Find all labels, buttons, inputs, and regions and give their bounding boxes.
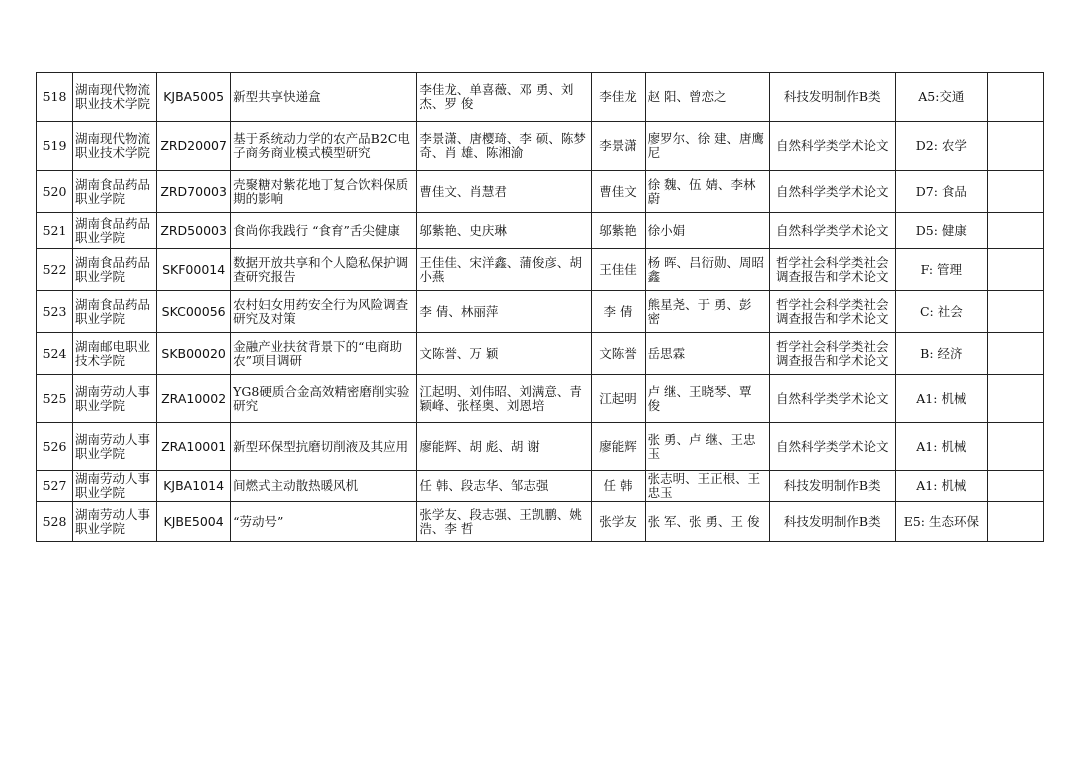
first-author-cell: 邬紫艳	[591, 213, 645, 249]
remark-cell	[987, 213, 1043, 249]
remark-cell	[987, 249, 1043, 291]
category-cell: 自然科学类学术论文	[769, 171, 895, 213]
project-code-cell: ZRD50003	[157, 213, 231, 249]
project-title-cell: “劳动号”	[231, 502, 417, 542]
table-row	[37, 213, 1044, 249]
members-cell: 张学友、段志强、王凯鹏、姚 浩、李 哲	[417, 502, 591, 542]
field-cell: B: 经济	[895, 333, 987, 375]
remark-cell	[987, 291, 1043, 333]
project-title-cell: 间燃式主动散热暖风机	[231, 471, 417, 502]
table-row	[37, 249, 1044, 291]
members-cell: 李 倩、林丽萍	[417, 291, 591, 333]
project-code-cell: SKF00014	[157, 249, 231, 291]
table-body	[37, 73, 1044, 542]
row-number: 526	[37, 423, 73, 471]
members-cell: 王佳佳、宋洋鑫、蒲俊彦、胡小燕	[417, 249, 591, 291]
remark-cell	[987, 73, 1043, 122]
row-number: 527	[37, 471, 73, 502]
field-cell: D2: 农学	[895, 122, 987, 171]
first-author-cell: 李景潇	[591, 122, 645, 171]
category-cell: 科技发明制作B类	[769, 471, 895, 502]
school-cell: 湖南食品药品职业学院	[73, 249, 157, 291]
first-author-cell: 李佳龙	[591, 73, 645, 122]
members-cell: 廖能辉、胡 彪、胡 谢	[417, 423, 591, 471]
field-cell: A1: 机械	[895, 423, 987, 471]
field-cell: D5: 健康	[895, 213, 987, 249]
remark-cell	[987, 333, 1043, 375]
first-author-cell: 张学友	[591, 502, 645, 542]
project-title-cell: 金融产业扶贫背景下的“电商助农”项目调研	[231, 333, 417, 375]
members-cell: 李景潇、唐樱琦、李 硕、陈梦奇、肖 雄、陈湘渝	[417, 122, 591, 171]
project-code-cell: SKB00020	[157, 333, 231, 375]
project-title-cell: 壳聚糖对紫花地丁复合饮料保质期的影响	[231, 171, 417, 213]
project-title-cell: 新型共享快递盒	[231, 73, 417, 122]
school-cell: 湖南劳动人事职业学院	[73, 502, 157, 542]
remark-cell	[987, 171, 1043, 213]
category-cell: 哲学社会科学类社会调查报告和学术论文	[769, 249, 895, 291]
advisors-cell: 熊星尧、于 勇、彭 密	[645, 291, 769, 333]
project-code-cell: ZRD20007	[157, 122, 231, 171]
advisors-cell: 岳思霖	[645, 333, 769, 375]
members-cell: 邬紫艳、史庆琳	[417, 213, 591, 249]
table-row	[37, 423, 1044, 471]
project-code-cell: SKC00056	[157, 291, 231, 333]
first-author-cell: 江起明	[591, 375, 645, 423]
table-row	[37, 73, 1044, 122]
field-cell: E5: 生态环保	[895, 502, 987, 542]
school-cell: 湖南现代物流职业技术学院	[73, 122, 157, 171]
advisors-cell: 徐小娟	[645, 213, 769, 249]
project-code-cell: KJBA1014	[157, 471, 231, 502]
school-cell: 湖南邮电职业技术学院	[73, 333, 157, 375]
project-title-cell: 食尚你我践行 “食育”舌尖健康	[231, 213, 417, 249]
category-cell: 自然科学类学术论文	[769, 375, 895, 423]
project-title-cell: 数据开放共享和个人隐私保护调查研究报告	[231, 249, 417, 291]
advisors-cell: 廖罗尔、徐 建、唐鹰尼	[645, 122, 769, 171]
members-cell: 曹佳文、肖慧君	[417, 171, 591, 213]
field-cell: A5:交通	[895, 73, 987, 122]
category-cell: 科技发明制作B类	[769, 502, 895, 542]
table-row	[37, 291, 1044, 333]
project-code-cell: ZRD70003	[157, 171, 231, 213]
project-code-cell: ZRA10001	[157, 423, 231, 471]
advisors-cell: 徐 魏、伍 婧、李林蔚	[645, 171, 769, 213]
project-code-cell: KJBA5005	[157, 73, 231, 122]
advisors-cell: 卢 继、王晓琴、覃 俊	[645, 375, 769, 423]
category-cell: 哲学社会科学类社会调查报告和学术论文	[769, 291, 895, 333]
advisors-cell: 张 军、张 勇、王 俊	[645, 502, 769, 542]
project-code-cell: ZRA10002	[157, 375, 231, 423]
school-cell: 湖南食品药品职业学院	[73, 291, 157, 333]
remark-cell	[987, 375, 1043, 423]
school-cell: 湖南劳动人事职业学院	[73, 423, 157, 471]
table-row	[37, 333, 1044, 375]
field-cell: F: 管理	[895, 249, 987, 291]
members-cell: 江起明、刘伟昭、刘满意、青颖峰、张柽奥、刘恩培	[417, 375, 591, 423]
remark-cell	[987, 471, 1043, 502]
row-number: 518	[37, 73, 73, 122]
first-author-cell: 文陈誉	[591, 333, 645, 375]
remark-cell	[987, 122, 1043, 171]
remark-cell	[987, 423, 1043, 471]
project-table	[36, 72, 1044, 542]
school-cell: 湖南食品药品职业学院	[73, 213, 157, 249]
school-cell: 湖南食品药品职业学院	[73, 171, 157, 213]
remark-cell	[987, 502, 1043, 542]
advisors-cell: 赵 阳、曾恋之	[645, 73, 769, 122]
field-cell: D7: 食品	[895, 171, 987, 213]
project-code-cell: KJBE5004	[157, 502, 231, 542]
category-cell: 自然科学类学术论文	[769, 122, 895, 171]
members-cell: 任 韩、段志华、邹志强	[417, 471, 591, 502]
row-number: 523	[37, 291, 73, 333]
advisors-cell: 张志明、王正根、王忠玉	[645, 471, 769, 502]
first-author-cell: 曹佳文	[591, 171, 645, 213]
advisors-cell: 杨 晖、吕衍勋、周昭鑫	[645, 249, 769, 291]
members-cell: 文陈誉、万 颖	[417, 333, 591, 375]
row-number: 525	[37, 375, 73, 423]
category-cell: 科技发明制作B类	[769, 73, 895, 122]
school-cell: 湖南现代物流职业技术学院	[73, 73, 157, 122]
first-author-cell: 任 韩	[591, 471, 645, 502]
row-number: 522	[37, 249, 73, 291]
row-number: 521	[37, 213, 73, 249]
field-cell: A1: 机械	[895, 471, 987, 502]
category-cell: 自然科学类学术论文	[769, 213, 895, 249]
table-row	[37, 171, 1044, 213]
row-number: 519	[37, 122, 73, 171]
first-author-cell: 李 倩	[591, 291, 645, 333]
school-cell: 湖南劳动人事职业学院	[73, 471, 157, 502]
project-title-cell: 新型环保型抗磨切削液及其应用	[231, 423, 417, 471]
table-row	[37, 471, 1044, 502]
project-title-cell: 基于系统动力学的农产品B2C电子商务商业模式模型研究	[231, 122, 417, 171]
field-cell: C: 社会	[895, 291, 987, 333]
category-cell: 自然科学类学术论文	[769, 423, 895, 471]
advisors-cell: 张 勇、卢 继、王忠玉	[645, 423, 769, 471]
row-number: 520	[37, 171, 73, 213]
field-cell: A1: 机械	[895, 375, 987, 423]
row-number: 528	[37, 502, 73, 542]
row-number: 524	[37, 333, 73, 375]
table-row	[37, 375, 1044, 423]
first-author-cell: 王佳佳	[591, 249, 645, 291]
table-row	[37, 122, 1044, 171]
project-title-cell: 农村妇女用药安全行为风险调查研究及对策	[231, 291, 417, 333]
project-title-cell: YG8硬质合金高效精密磨削实验研究	[231, 375, 417, 423]
first-author-cell: 廖能辉	[591, 423, 645, 471]
category-cell: 哲学社会科学类社会调查报告和学术论文	[769, 333, 895, 375]
members-cell: 李佳龙、单喜薇、邓 勇、刘 杰、罗 俊	[417, 73, 591, 122]
school-cell: 湖南劳动人事职业学院	[73, 375, 157, 423]
table-row	[37, 502, 1044, 542]
